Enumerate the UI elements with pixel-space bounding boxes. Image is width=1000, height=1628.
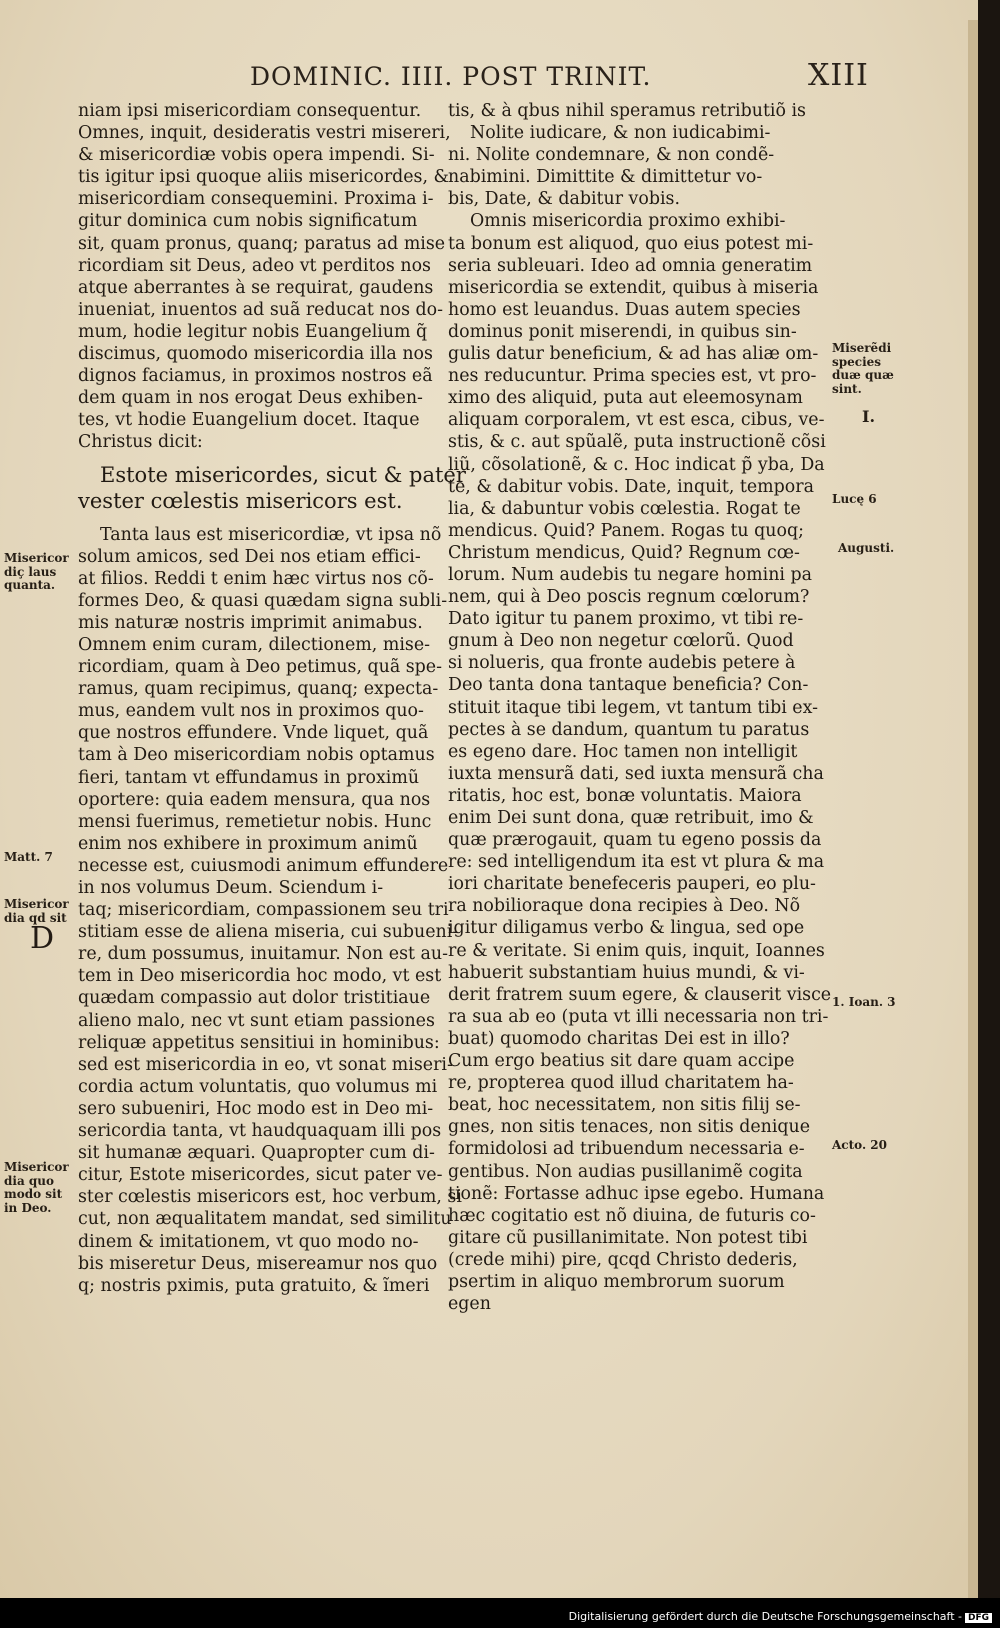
margin-note-left-4 xyxy=(4,1161,69,1215)
text-line: hæc cogitatio est nõ diuina, de futuris co- xyxy=(448,1205,816,1226)
text-line: seria subleuari. Ideo ad omnia generatim xyxy=(448,255,813,276)
heading-line: Estote misericordes, sicut & pater xyxy=(100,462,466,487)
text-line: stis, & c. aut spũalẽ, puta instructionẽ cõsi xyxy=(448,432,826,453)
text-line: iori charitate benefeceris pauperi, eo plu- xyxy=(448,874,816,895)
text-line: sit, quam pronus, quanq; paratus ad mise xyxy=(78,233,446,254)
margin-note-line: Lucę 6 xyxy=(832,492,877,506)
text-line: in nos volumus Deum. Sciendum i- xyxy=(78,878,384,898)
text-line: niam ipsi misericordiam consequentur. xyxy=(78,101,422,121)
text-line: quæ prærogauit, quam tu egeno possis da xyxy=(448,830,822,851)
text-line: mum, hodie legitur nobis Euangelium q̃ xyxy=(78,321,428,342)
text-line: derit fratrem suum egere, & clauserit visce xyxy=(448,984,832,1005)
text-line: ramus, quam recipimus, quanq; expecta- xyxy=(78,679,439,700)
text-line: sit humanæ æquari. Quapropter cum di- xyxy=(78,1143,435,1164)
text-line: sed est misericordia in eo, vt sonat miseri- xyxy=(78,1054,453,1075)
text-line: tem in Deo misericordia hoc modo, vt est xyxy=(78,966,442,987)
margin-note-line: species xyxy=(832,354,882,369)
text-line: homo est leuandus. Duas autem species xyxy=(448,299,801,320)
dfg-logo: DFG xyxy=(965,1613,992,1623)
left-column-top-lines xyxy=(78,100,451,454)
text-line: gitare cũ pusillanimitate. Non potest tibi xyxy=(448,1227,808,1248)
text-line: Tanta laus est misericordiæ, vt ipsa nõ xyxy=(100,524,442,545)
margin-note-line: Miserẽdi xyxy=(832,341,892,355)
text-line: dem quam in nos erogat Deus exhiben- xyxy=(78,388,423,409)
text-line: alieno malo, nec vt sunt etiam passiones xyxy=(78,1010,435,1031)
text-line: egen xyxy=(448,1294,491,1315)
text-line: fieri, tantam vt effundamus in proximũ xyxy=(78,767,420,788)
left-text-column xyxy=(78,100,466,1297)
text-line: nem, qui à Deo poscis regnum cœlorum? xyxy=(448,587,810,608)
text-line: ximo des aliquid, puta aut eleemosynam xyxy=(448,388,803,409)
text-line: & misericordiæ vobis opera impendi. Si- xyxy=(78,145,435,166)
text-line: aliquam corporalem, vt est esca, cibus, ve- xyxy=(448,410,825,431)
text-line: tis, & à qbus nihil speramus retributiõ is xyxy=(448,101,806,121)
margin-initial-letter: D xyxy=(30,921,55,956)
text-line: beat, hoc necessitatem, non sitis filij se- xyxy=(448,1095,801,1116)
margin-note-line: I. xyxy=(862,407,876,426)
text-line: lorum. Num audebis tu negare homini pa xyxy=(448,564,813,585)
pericope-heading xyxy=(78,462,466,514)
credit-text: Digitalisierung gefördert durch die Deutsche Forschungsgemeinschaft - xyxy=(568,1610,962,1623)
margin-note-line: modo sit xyxy=(4,1187,63,1201)
text-line: bis, Date, & dabitur vobis. xyxy=(448,189,680,210)
text-line: pectes à se dandum, quantum tu paratus xyxy=(448,719,810,740)
text-line: mus, eandem vult nos in proximos quo- xyxy=(78,701,424,722)
text-line: liũ, cõsolationẽ, & c. Hoc indicat p̃ yba, Da xyxy=(448,454,825,475)
text-line: mendicus. Quid? Panem. Rogas tu quoq; xyxy=(448,520,804,541)
margin-note-right-3 xyxy=(832,493,877,507)
text-line: cut, non æqualitatem mandat, sed similitu xyxy=(78,1209,452,1230)
text-line: misericordiam consequemini. Proxima i- xyxy=(78,189,434,210)
text-line: solum amicos, sed Dei nos etiam effici- xyxy=(78,546,421,567)
text-line: gentibus. Non audias pusillanimẽ cogita xyxy=(448,1161,803,1182)
text-line: sero subueniri, Hoc modo est in Deo mi- xyxy=(78,1098,434,1119)
right-text-column xyxy=(448,100,832,1315)
text-line: gulis datur beneficium, & ad has aliæ om- xyxy=(448,344,819,365)
text-line: formes Deo, & quasi quædam signa subli- xyxy=(78,590,448,611)
text-line: citur, Estote misericordes, sicut pater ve- xyxy=(78,1165,443,1186)
text-line: que nostros effundere. Vnde liquet, quã xyxy=(78,723,429,744)
margin-note-line: quanta. xyxy=(4,578,56,592)
margin-note-line: sint. xyxy=(832,381,862,396)
text-line: dignos faciamus, in proximos nostros eã xyxy=(78,366,433,387)
margin-note-line: 1. Ioan. 3 xyxy=(832,995,896,1009)
text-line: gnes, non sitis tenaces, non sitis denique xyxy=(448,1117,811,1138)
text-line: re & veritate. Si enim quis, inquit, Ioannes xyxy=(448,940,825,961)
margin-note-line: dia qd sit xyxy=(4,910,67,925)
text-line: enim nos exhibere in proximum animũ xyxy=(78,833,418,854)
text-line: lia, & dabuntur vobis cœlestia. Rogat te xyxy=(448,498,801,519)
folio-number: XIII xyxy=(808,58,869,93)
text-line: tis igitur ipsi quoque aliis misericordes, & xyxy=(78,167,450,188)
text-line: mis naturæ nostris imprimit animabus. xyxy=(78,612,423,633)
text-line: re: sed intelligendum ita est vt plura & ma xyxy=(448,852,825,873)
text-line: ricordiam, quam à Deo petimus, quã spe- xyxy=(78,657,442,678)
text-line: ra nobilioraque dona recipies à Deo. Nõ xyxy=(448,896,801,917)
margin-note-line: Acto. 20 xyxy=(832,1138,888,1152)
text-line: cordia actum voluntatis, quo volumus mi xyxy=(78,1076,438,1097)
text-line: reliquæ appetitus sensitiui in hominibus: xyxy=(78,1032,440,1053)
text-line: gitur dominica cum nobis significatum xyxy=(78,211,418,232)
text-line: Nolite iudicare, & non iudicabimi- xyxy=(470,123,771,144)
heading-line: vester cœlestis misericors est. xyxy=(78,488,403,513)
text-line: bis miseretur Deus, misereamur nos quo xyxy=(78,1253,438,1274)
text-line: atque aberrantes à se requirat, gaudens xyxy=(78,277,434,298)
margin-note-line: Misericor xyxy=(4,551,69,565)
text-line: sericordia tanta, vt haudquaquam illi pos xyxy=(78,1121,442,1142)
text-line: nabimini. Dimittite & dimittetur vo- xyxy=(448,167,763,188)
text-line: at filios. Reddi t enim hæc virtus nos cõ- xyxy=(78,568,434,589)
margin-note-left-1 xyxy=(4,552,69,593)
text-line: tes, vt hodie Euangelium docet. Itaque xyxy=(78,410,420,431)
text-line: ra sua ab eo (puta vt illi necessaria non tri- xyxy=(448,1006,829,1027)
page-edge xyxy=(968,20,978,1598)
left-column-bottom-lines xyxy=(78,524,462,1297)
text-line: iuxta mensurã dati, sed iuxta mensurã cha xyxy=(448,763,824,784)
text-line: (crede mihi) pire, qcqd Christo dederis, xyxy=(448,1249,798,1270)
digitization-credit xyxy=(569,1610,992,1623)
text-line: q; nostris pximis, puta gratuito, & ĩmeri xyxy=(78,1275,430,1296)
text-line: tam à Deo misericordiam nobis optamus xyxy=(78,745,435,766)
text-line: buat) quomodo charitas Dei est in illo? xyxy=(448,1028,790,1049)
text-line: quædam compassio aut dolor tristitiaue xyxy=(78,988,431,1009)
text-line: igitur diligamus verbo & lingua, sed ope xyxy=(448,918,805,939)
text-line: ni. Nolite condemnare, & non condẽ- xyxy=(448,145,775,166)
text-line: oportere: quia eadem mensura, qua nos xyxy=(78,789,431,810)
text-line: inueniat, inuentos ad suã reducat nos do- xyxy=(78,299,444,320)
text-line: discimus, quomodo misericordia illa nos xyxy=(78,344,433,365)
text-line: ster cœlestis misericors est, hoc verbum, si xyxy=(78,1187,462,1208)
text-line: tionẽ: Fortasse adhuc ipse egebo. Humana xyxy=(448,1183,825,1204)
text-line: es egeno dare. Hoc tamen non intelligit xyxy=(448,741,798,762)
margin-note-line: Augusti. xyxy=(838,541,895,555)
text-line: Dato igitur tu panem proximo, vt tibi re- xyxy=(448,609,804,630)
text-line: mensi fuerimus, remetietur nobis. Hunc xyxy=(78,811,432,832)
text-line: enim Dei sunt dona, quæ retribuit, imo & xyxy=(448,808,814,828)
margin-note-right-1 xyxy=(832,342,894,396)
text-line: Christum mendicus, Quid? Regnum cœ- xyxy=(448,542,800,563)
text-line: ritatis, hoc est, bonæ voluntatis. Maiora xyxy=(448,785,802,806)
text-line: Omnem enim curam, dilectionem, mise- xyxy=(78,634,430,655)
text-line: necesse est, cuiusmodi animum effundere xyxy=(78,855,449,876)
margin-note-line: diç laus xyxy=(4,564,57,579)
text-line: dominus ponit miserendi, in quibus sin- xyxy=(448,321,797,342)
text-line: ta bonum est aliquod, quo eius potest mi- xyxy=(448,233,814,254)
text-line: nes reducuntur. Prima species est, vt pro- xyxy=(448,366,817,387)
margin-note-left-2 xyxy=(4,851,53,865)
margin-note-right-4 xyxy=(838,542,894,556)
margin-note-line: Misericor xyxy=(4,1160,69,1174)
text-line: Cum ergo beatius sit dare quam accipe xyxy=(448,1051,795,1072)
running-head: DOMINIC. IIII. POST TRINIT. xyxy=(250,62,652,91)
text-line: te, & dabitur vobis. Date, inquit, tempora xyxy=(448,476,814,497)
margin-note-right-5 xyxy=(832,996,896,1010)
text-line: Omnis misericordia proximo exhibi- xyxy=(470,211,786,232)
margin-note-line: Misericor xyxy=(4,897,69,911)
text-line: habuerit substantiam huius mundi, & vi- xyxy=(448,962,805,983)
text-line: misericordia se extendit, quibus à miseria xyxy=(448,277,819,298)
right-column-lines xyxy=(448,100,832,1315)
text-line: ricordiam sit Deus, adeo vt perditos nos xyxy=(78,255,431,276)
text-line: si nolueris, qua fronte audebis petere à xyxy=(448,653,796,674)
text-line: gnum à Deo non negetur cœlorũ. Quod xyxy=(448,631,794,652)
text-line: stituit itaque tibi legem, vt tantum tibi ex- xyxy=(448,697,818,718)
margin-note-line: dia quo xyxy=(4,1173,55,1188)
text-line: psertim in aliquo membrorum suorum xyxy=(448,1271,785,1292)
text-line: dinem & imitationem, vt quo modo no- xyxy=(78,1231,419,1252)
margin-note-line: in Deo. xyxy=(4,1200,52,1215)
text-line: formidolosi ad tribuendum necessaria e- xyxy=(448,1139,805,1160)
text-line: Deo tanta dona tantaque beneficia? Con- xyxy=(448,675,809,696)
margin-note-right-6 xyxy=(832,1139,887,1153)
text-line: re, dum possumus, inuitamur. Non est au- xyxy=(78,944,448,965)
margin-note-right-2 xyxy=(862,407,876,426)
text-line: re, propterea quod illud charitatem ha- xyxy=(448,1073,794,1094)
text-line: Christus dicit: xyxy=(78,432,203,453)
margin-note-line: duæ quæ xyxy=(832,368,894,382)
text-line: taq; misericordiam, compassionem seu tri xyxy=(78,900,449,921)
text-line: Omnes, inquit, desideratis vestri misereri, xyxy=(78,123,451,144)
text-line: stitiam esse de aliena miseria, cui subueni- xyxy=(78,922,459,943)
margin-note-line: Matt. 7 xyxy=(4,850,53,864)
